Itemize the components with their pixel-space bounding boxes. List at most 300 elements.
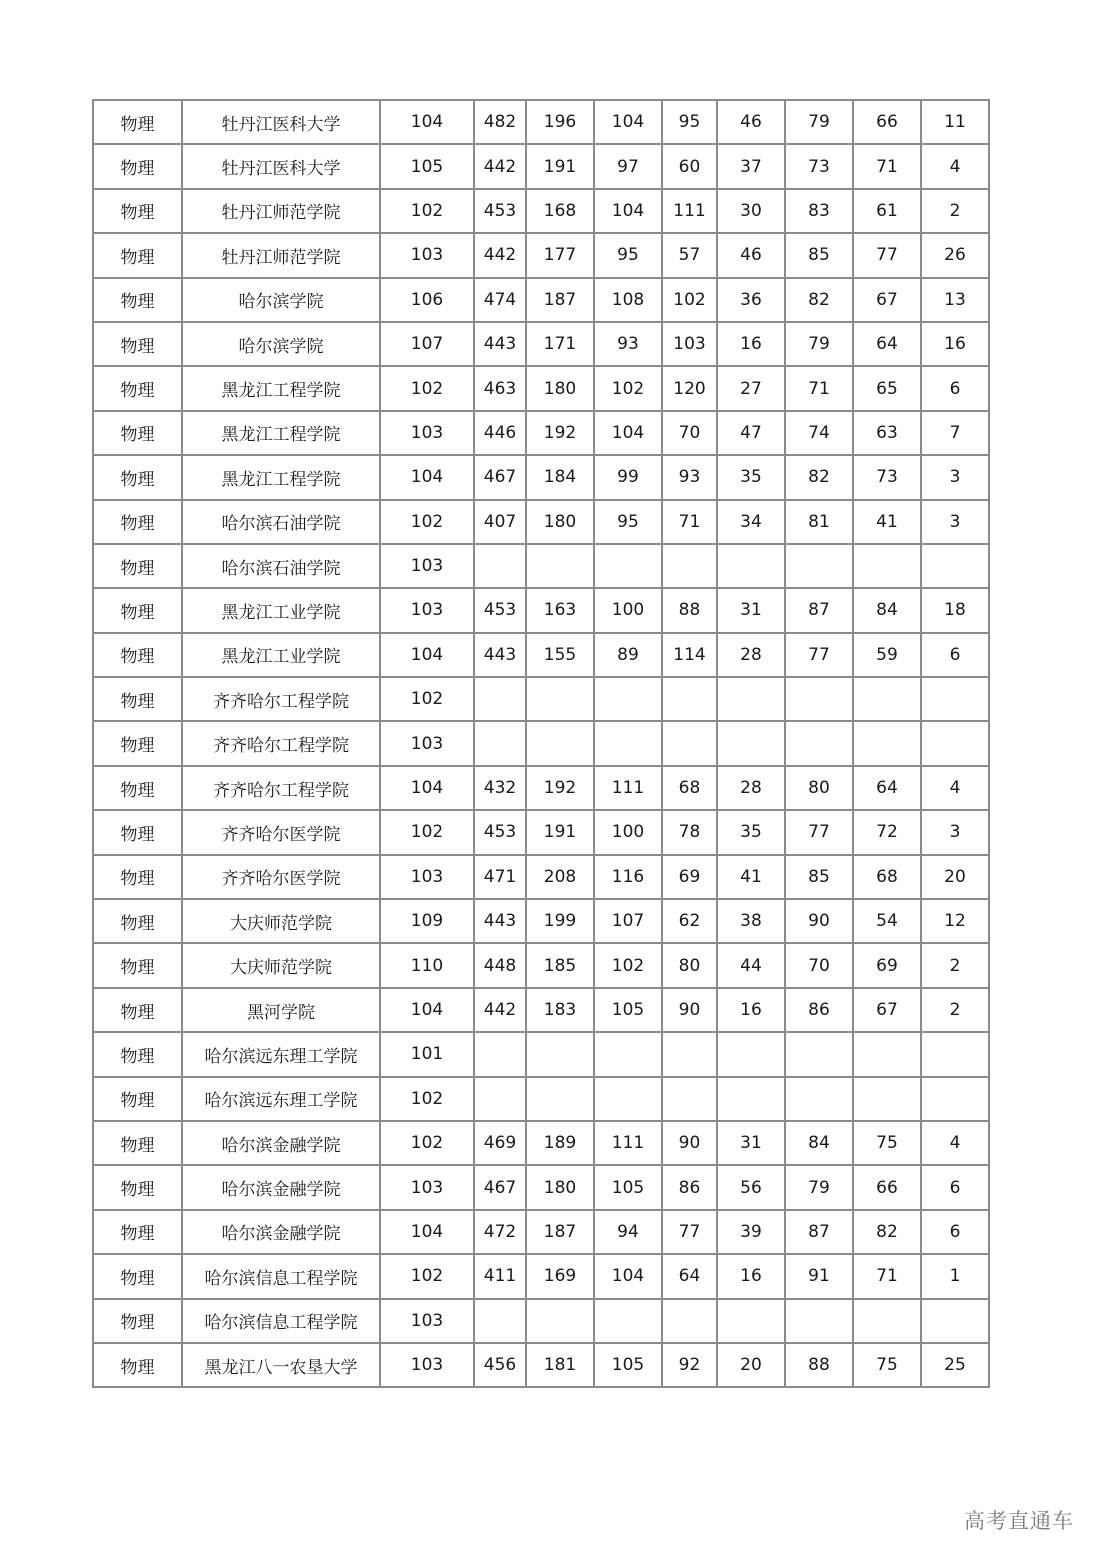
score-cell: 171 (526, 322, 594, 366)
table-row (93, 366, 989, 410)
subject-cell: 物理 (93, 988, 182, 1032)
score-cell: 59 (853, 633, 921, 677)
score-cell (526, 721, 594, 765)
subject-cell: 物理 (93, 1121, 182, 1165)
score-cell: 442 (474, 144, 526, 188)
subject-cell: 物理 (93, 899, 182, 943)
score-cell: 111 (594, 1121, 662, 1165)
score-cell: 89 (594, 633, 662, 677)
school-cell: 大庆师范学院 (182, 943, 380, 987)
score-cell: 99 (594, 455, 662, 499)
score-cell: 6 (921, 633, 989, 677)
school-cell: 牡丹江师范学院 (182, 233, 380, 277)
table-row (93, 100, 989, 144)
score-cell: 163 (526, 588, 594, 632)
score-cell: 456 (474, 1343, 526, 1387)
major-group-cell: 102 (380, 366, 474, 410)
score-cell: 187 (526, 278, 594, 322)
table-row (93, 1254, 989, 1298)
subject-cell: 物理 (93, 278, 182, 322)
score-cell (474, 1032, 526, 1076)
score-cell: 64 (853, 322, 921, 366)
major-group-cell: 104 (380, 988, 474, 1032)
score-cell: 46 (717, 100, 785, 144)
score-cell: 41 (853, 500, 921, 544)
score-cell: 44 (717, 943, 785, 987)
major-group-cell: 109 (380, 899, 474, 943)
score-table-body (93, 100, 989, 1387)
score-cell (526, 1032, 594, 1076)
score-cell (662, 1032, 717, 1076)
score-cell: 432 (474, 766, 526, 810)
score-cell: 180 (526, 1165, 594, 1209)
score-cell: 75 (853, 1343, 921, 1387)
major-group-cell: 102 (380, 677, 474, 721)
subject-cell: 物理 (93, 366, 182, 410)
score-cell: 35 (717, 810, 785, 854)
major-group-cell: 102 (380, 1077, 474, 1121)
table-row (93, 322, 989, 366)
table-row (93, 1077, 989, 1121)
score-cell (474, 1299, 526, 1343)
score-cell: 77 (785, 810, 853, 854)
score-cell: 20 (717, 1343, 785, 1387)
score-cell: 180 (526, 366, 594, 410)
score-cell: 471 (474, 855, 526, 899)
score-cell: 100 (594, 588, 662, 632)
score-cell (853, 721, 921, 765)
score-cell (526, 1299, 594, 1343)
score-cell: 79 (785, 100, 853, 144)
score-cell: 105 (594, 1165, 662, 1209)
score-cell (594, 1299, 662, 1343)
table-row (93, 455, 989, 499)
score-cell (594, 1077, 662, 1121)
table-row (93, 988, 989, 1032)
table-row (93, 544, 989, 588)
score-cell (921, 721, 989, 765)
major-group-cell: 104 (380, 1210, 474, 1254)
table-row (93, 144, 989, 188)
score-cell: 463 (474, 366, 526, 410)
score-cell (662, 1077, 717, 1121)
score-cell: 27 (717, 366, 785, 410)
score-cell: 62 (662, 899, 717, 943)
school-cell: 哈尔滨远东理工学院 (182, 1077, 380, 1121)
score-cell: 104 (594, 189, 662, 233)
score-cell: 38 (717, 899, 785, 943)
table-row (93, 588, 989, 632)
subject-cell: 物理 (93, 500, 182, 544)
table-row (93, 1032, 989, 1076)
major-group-cell: 106 (380, 278, 474, 322)
score-cell (785, 1032, 853, 1076)
score-cell: 192 (526, 766, 594, 810)
major-group-cell: 102 (380, 1254, 474, 1298)
score-cell: 74 (785, 411, 853, 455)
table-row (93, 943, 989, 987)
table-row (93, 1210, 989, 1254)
score-cell: 84 (853, 588, 921, 632)
score-cell: 467 (474, 455, 526, 499)
score-cell: 184 (526, 455, 594, 499)
score-cell: 64 (662, 1254, 717, 1298)
score-cell: 3 (921, 810, 989, 854)
score-cell: 114 (662, 633, 717, 677)
score-cell: 64 (853, 766, 921, 810)
table-row (93, 411, 989, 455)
score-cell: 71 (785, 366, 853, 410)
score-cell (474, 677, 526, 721)
subject-cell: 物理 (93, 455, 182, 499)
score-cell: 26 (921, 233, 989, 277)
score-cell: 25 (921, 1343, 989, 1387)
score-cell (526, 677, 594, 721)
score-cell: 7 (921, 411, 989, 455)
score-cell: 187 (526, 1210, 594, 1254)
school-cell: 齐齐哈尔工程学院 (182, 677, 380, 721)
score-cell: 453 (474, 189, 526, 233)
school-cell: 黑龙江八一农垦大学 (182, 1343, 380, 1387)
score-cell: 91 (785, 1254, 853, 1298)
score-cell (662, 1299, 717, 1343)
subject-cell: 物理 (93, 943, 182, 987)
score-cell: 31 (717, 1121, 785, 1165)
subject-cell: 物理 (93, 100, 182, 144)
score-cell: 90 (662, 988, 717, 1032)
score-cell: 81 (785, 500, 853, 544)
school-cell: 黑龙江工程学院 (182, 366, 380, 410)
school-cell: 牡丹江医科大学 (182, 100, 380, 144)
score-cell: 66 (853, 100, 921, 144)
score-cell: 61 (853, 189, 921, 233)
score-cell: 56 (717, 1165, 785, 1209)
score-cell: 192 (526, 411, 594, 455)
score-cell (717, 1032, 785, 1076)
subject-cell: 物理 (93, 633, 182, 677)
score-cell (853, 1077, 921, 1121)
major-group-cell: 103 (380, 1299, 474, 1343)
score-cell: 189 (526, 1121, 594, 1165)
subject-cell: 物理 (93, 810, 182, 854)
score-cell: 79 (785, 322, 853, 366)
score-cell: 102 (662, 278, 717, 322)
score-cell: 92 (662, 1343, 717, 1387)
major-group-cell: 102 (380, 810, 474, 854)
score-cell: 18 (921, 588, 989, 632)
score-cell (717, 544, 785, 588)
score-cell (785, 544, 853, 588)
score-cell: 31 (717, 588, 785, 632)
score-cell: 86 (662, 1165, 717, 1209)
score-cell: 71 (662, 500, 717, 544)
score-cell: 71 (853, 144, 921, 188)
subject-cell: 物理 (93, 1077, 182, 1121)
major-group-cell: 104 (380, 633, 474, 677)
score-cell (785, 677, 853, 721)
score-cell (921, 1299, 989, 1343)
score-cell: 104 (594, 411, 662, 455)
major-group-cell: 102 (380, 500, 474, 544)
score-cell: 6 (921, 1165, 989, 1209)
subject-cell: 物理 (93, 322, 182, 366)
score-cell: 39 (717, 1210, 785, 1254)
score-cell (594, 721, 662, 765)
major-group-cell: 105 (380, 144, 474, 188)
score-cell: 77 (853, 233, 921, 277)
score-cell (717, 677, 785, 721)
major-group-cell: 104 (380, 100, 474, 144)
score-cell: 34 (717, 500, 785, 544)
table-row (93, 766, 989, 810)
school-cell: 齐齐哈尔医学院 (182, 810, 380, 854)
score-cell: 100 (594, 810, 662, 854)
score-cell: 78 (662, 810, 717, 854)
score-cell (853, 677, 921, 721)
table-row (93, 721, 989, 765)
school-cell: 哈尔滨石油学院 (182, 544, 380, 588)
score-cell: 67 (853, 988, 921, 1032)
major-group-cell: 103 (380, 1343, 474, 1387)
major-group-cell: 103 (380, 721, 474, 765)
major-group-cell: 103 (380, 233, 474, 277)
score-cell: 105 (594, 1343, 662, 1387)
score-cell: 80 (785, 766, 853, 810)
score-cell: 47 (717, 411, 785, 455)
score-cell (662, 677, 717, 721)
school-cell: 黑龙江工业学院 (182, 588, 380, 632)
score-cell: 82 (853, 1210, 921, 1254)
table-row (93, 855, 989, 899)
score-cell (594, 677, 662, 721)
score-cell (474, 544, 526, 588)
score-cell (526, 1077, 594, 1121)
score-cell: 77 (662, 1210, 717, 1254)
subject-cell: 物理 (93, 411, 182, 455)
school-cell: 大庆师范学院 (182, 899, 380, 943)
subject-cell: 物理 (93, 766, 182, 810)
score-cell: 20 (921, 855, 989, 899)
score-cell (662, 544, 717, 588)
school-cell: 哈尔滨信息工程学院 (182, 1254, 380, 1298)
table-row (93, 1299, 989, 1343)
score-cell: 71 (853, 1254, 921, 1298)
score-cell: 16 (717, 322, 785, 366)
score-cell: 4 (921, 144, 989, 188)
score-cell: 185 (526, 943, 594, 987)
score-cell: 68 (662, 766, 717, 810)
score-cell: 82 (785, 278, 853, 322)
table-row (93, 677, 989, 721)
score-cell: 85 (785, 233, 853, 277)
subject-cell: 物理 (93, 1210, 182, 1254)
subject-cell: 物理 (93, 855, 182, 899)
score-cell (594, 544, 662, 588)
score-cell: 191 (526, 810, 594, 854)
score-cell: 467 (474, 1165, 526, 1209)
score-cell: 80 (662, 943, 717, 987)
score-cell: 36 (717, 278, 785, 322)
school-cell: 哈尔滨远东理工学院 (182, 1032, 380, 1076)
table-row (93, 189, 989, 233)
score-cell: 448 (474, 943, 526, 987)
score-cell: 469 (474, 1121, 526, 1165)
score-cell: 446 (474, 411, 526, 455)
score-cell: 88 (785, 1343, 853, 1387)
score-cell (785, 1077, 853, 1121)
score-cell (662, 721, 717, 765)
watermark: 高考直通车 (964, 1509, 1074, 1533)
score-cell: 104 (594, 1254, 662, 1298)
table-row (93, 1165, 989, 1209)
school-cell: 牡丹江师范学院 (182, 189, 380, 233)
score-cell: 82 (785, 455, 853, 499)
score-cell: 107 (594, 899, 662, 943)
table-row (93, 278, 989, 322)
score-cell: 70 (785, 943, 853, 987)
score-cell: 41 (717, 855, 785, 899)
score-cell: 6 (921, 366, 989, 410)
score-cell: 2 (921, 943, 989, 987)
score-cell: 199 (526, 899, 594, 943)
score-cell: 177 (526, 233, 594, 277)
score-cell: 4 (921, 1121, 989, 1165)
score-cell: 155 (526, 633, 594, 677)
score-cell: 13 (921, 278, 989, 322)
score-cell: 95 (594, 233, 662, 277)
score-cell: 69 (662, 855, 717, 899)
table-row (93, 233, 989, 277)
score-cell (853, 1299, 921, 1343)
score-cell: 472 (474, 1210, 526, 1254)
score-cell: 83 (785, 189, 853, 233)
score-cell: 93 (594, 322, 662, 366)
major-group-cell: 104 (380, 455, 474, 499)
score-table (92, 99, 990, 1388)
subject-cell: 物理 (93, 189, 182, 233)
score-cell (785, 721, 853, 765)
subject-cell: 物理 (93, 544, 182, 588)
score-cell: 11 (921, 100, 989, 144)
score-cell: 104 (594, 100, 662, 144)
major-group-cell: 103 (380, 588, 474, 632)
score-cell: 482 (474, 100, 526, 144)
score-cell: 73 (785, 144, 853, 188)
score-cell: 87 (785, 588, 853, 632)
table-row (93, 1121, 989, 1165)
score-cell: 3 (921, 500, 989, 544)
score-cell (474, 721, 526, 765)
score-cell: 57 (662, 233, 717, 277)
score-cell (717, 1299, 785, 1343)
score-cell: 169 (526, 1254, 594, 1298)
score-cell: 66 (853, 1165, 921, 1209)
score-cell: 95 (662, 100, 717, 144)
score-cell (717, 721, 785, 765)
score-cell: 94 (594, 1210, 662, 1254)
major-group-cell: 102 (380, 189, 474, 233)
score-cell: 79 (785, 1165, 853, 1209)
score-cell: 16 (921, 322, 989, 366)
score-cell: 73 (853, 455, 921, 499)
subject-cell: 物理 (93, 1165, 182, 1209)
score-cell (921, 1032, 989, 1076)
school-cell: 哈尔滨学院 (182, 278, 380, 322)
score-cell: 442 (474, 233, 526, 277)
score-cell: 28 (717, 633, 785, 677)
score-cell: 411 (474, 1254, 526, 1298)
score-cell: 75 (853, 1121, 921, 1165)
table-row (93, 1343, 989, 1387)
score-cell (785, 1299, 853, 1343)
subject-cell: 物理 (93, 677, 182, 721)
school-cell: 哈尔滨信息工程学院 (182, 1299, 380, 1343)
score-cell (921, 1077, 989, 1121)
score-cell: 85 (785, 855, 853, 899)
score-cell: 97 (594, 144, 662, 188)
score-cell (526, 544, 594, 588)
table-row (93, 500, 989, 544)
subject-cell: 物理 (93, 233, 182, 277)
score-cell (717, 1077, 785, 1121)
subject-cell: 物理 (93, 721, 182, 765)
school-cell: 齐齐哈尔工程学院 (182, 766, 380, 810)
score-cell (853, 1032, 921, 1076)
score-cell: 168 (526, 189, 594, 233)
score-cell: 90 (662, 1121, 717, 1165)
major-group-cell: 101 (380, 1032, 474, 1076)
score-cell: 180 (526, 500, 594, 544)
score-cell: 60 (662, 144, 717, 188)
score-cell: 3 (921, 455, 989, 499)
score-cell: 69 (853, 943, 921, 987)
score-cell: 2 (921, 189, 989, 233)
school-cell: 黑龙江工业学院 (182, 633, 380, 677)
score-cell: 72 (853, 810, 921, 854)
score-cell: 84 (785, 1121, 853, 1165)
score-cell: 37 (717, 144, 785, 188)
score-cell: 453 (474, 588, 526, 632)
score-cell: 191 (526, 144, 594, 188)
school-cell: 哈尔滨金融学院 (182, 1210, 380, 1254)
score-cell: 77 (785, 633, 853, 677)
school-cell: 黑河学院 (182, 988, 380, 1032)
subject-cell: 物理 (93, 1343, 182, 1387)
score-cell: 90 (785, 899, 853, 943)
score-cell: 102 (594, 943, 662, 987)
score-cell: 102 (594, 366, 662, 410)
score-cell: 407 (474, 500, 526, 544)
school-cell: 哈尔滨金融学院 (182, 1165, 380, 1209)
score-cell: 196 (526, 100, 594, 144)
major-group-cell: 107 (380, 322, 474, 366)
score-cell: 474 (474, 278, 526, 322)
score-cell: 111 (662, 189, 717, 233)
score-cell: 443 (474, 322, 526, 366)
major-group-cell: 103 (380, 411, 474, 455)
score-cell: 108 (594, 278, 662, 322)
school-cell: 黑龙江工程学院 (182, 411, 380, 455)
score-cell: 70 (662, 411, 717, 455)
subject-cell: 物理 (93, 144, 182, 188)
score-cell: 1 (921, 1254, 989, 1298)
major-group-cell: 103 (380, 1165, 474, 1209)
subject-cell: 物理 (93, 1254, 182, 1298)
score-cell: 87 (785, 1210, 853, 1254)
score-cell: 88 (662, 588, 717, 632)
score-cell (853, 544, 921, 588)
school-cell: 哈尔滨金融学院 (182, 1121, 380, 1165)
